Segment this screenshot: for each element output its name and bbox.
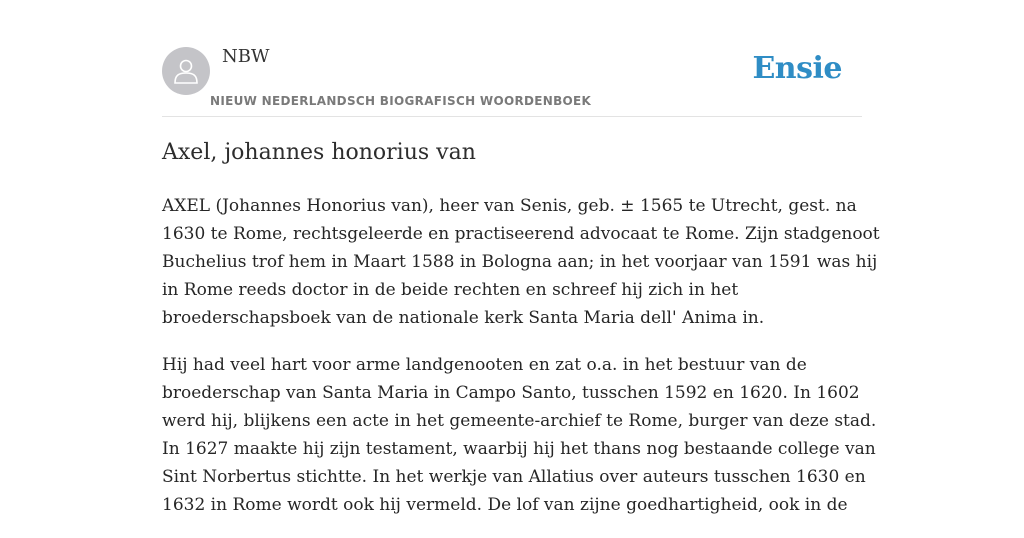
text-line: broederschap van Santa Maria in Campo Santo, tusschen 1592 en 1620. In 1602 [162,383,860,403]
article-title: Axel, johannes honorius van [162,140,476,165]
page [162,0,880,515]
text-line: In 1627 maakte hij zijn testament, waarbij hij het thans nog bestaande college van [162,439,876,459]
source-name[interactable]: NBW [222,46,270,67]
user-icon [173,58,199,84]
source-header [162,0,862,117]
text-line: Buchelius trof hem in Maart 1588 in Bologna aan; in het voorjaar van 1591 was hij [162,252,878,272]
paragraph [162,351,877,519]
text-line: 1630 te Rome, rechtsgeleerde en practiseerend advocaat te Rome. Zijn stadgenoot [162,224,880,244]
paragraph [162,192,880,332]
text-line: AXEL (Johannes Honorius van), heer van Senis, geb. ± 1565 te Utrecht, gest. na [162,196,857,216]
text-line: 1632 in Rome wordt ook hij vermeld. De lof van zijne goedhartigheid, ook in de [162,495,848,515]
text-line: broederschapsboek van de nationale kerk Santa Maria dell' Anima in. [162,308,765,328]
brand-logo[interactable]: Ensie [752,51,842,86]
text-line: werd hij, blijkens een acte in het gemeente-archief te Rome, burger van deze stad. [162,411,877,431]
source-full-title: NIEUW NEDERLANDSCH BIOGRAFISCH WOORDENBOEK [210,94,592,108]
text-line: Hij had veel hart voor arme landgenooten en zat o.a. in het bestuur van de [162,355,807,375]
avatar[interactable] [162,47,210,95]
article-body [162,192,880,538]
text-line: Sint Norbertus stichtte. In het werkje van Allatius over auteurs tusschen 1630 en [162,467,866,487]
text-line: in Rome reeds doctor in de beide rechten en schreef hij zich in het [162,280,739,300]
